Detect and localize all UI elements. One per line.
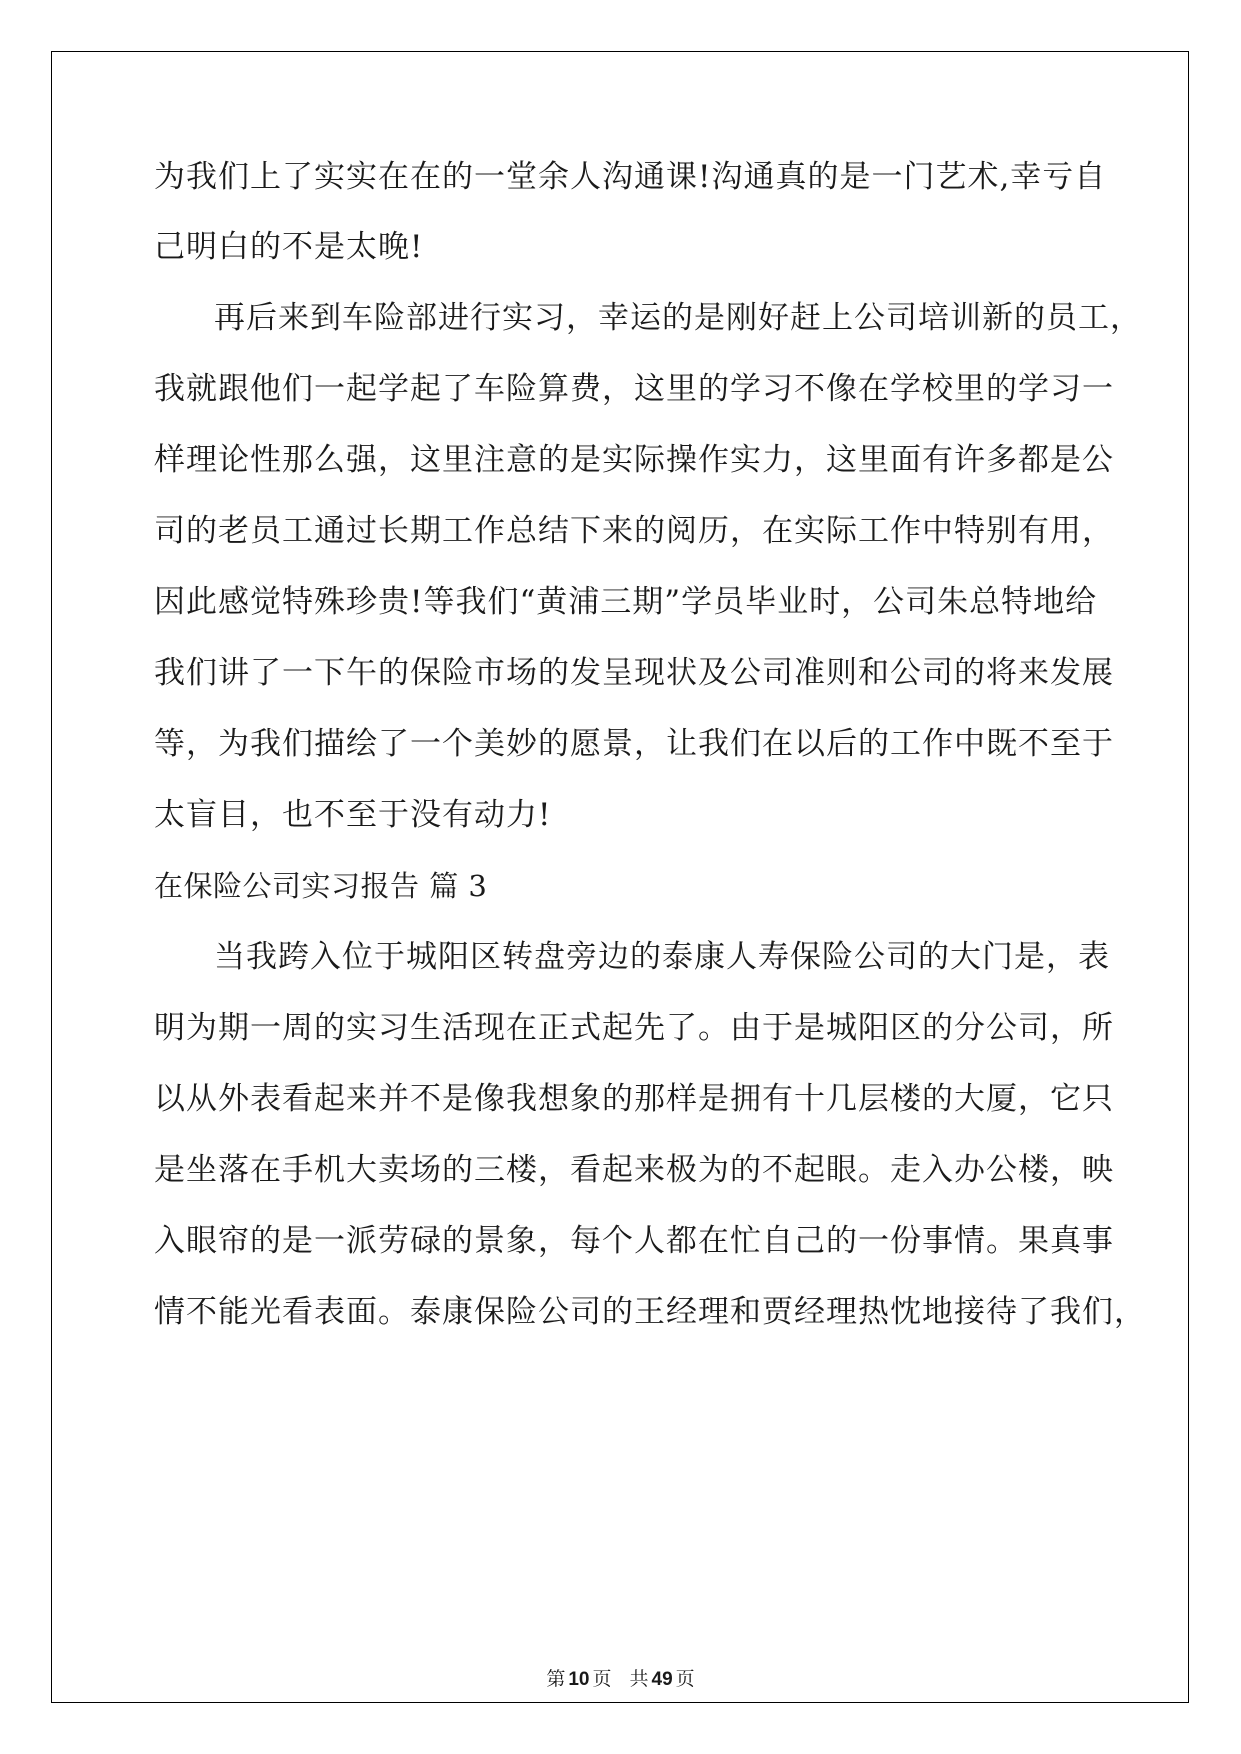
body-line: 明为期一周的实习生活现在正式起先了。由于是城阳区的分公司，所 <box>154 1010 1114 1046</box>
body-line: 等，为我们描绘了一个美妙的愿景，让我们在以后的工作中既不至于 <box>154 726 1114 762</box>
body-line: 入眼帘的是一派劳碌的景象，每个人都在忙自己的一份事情。果真事 <box>154 1223 1114 1259</box>
total-pages: 49 <box>651 1669 673 1690</box>
body-line: 是坐落在手机大卖场的三楼，看起来极为的不起眼。走入办公楼，映 <box>154 1152 1114 1188</box>
body-line: 司的老员工通过长期工作总结下来的阅历，在实际工作中特别有用， <box>154 513 1114 549</box>
page-label-prefix: 第 <box>546 1668 566 1690</box>
paragraph-start-line: 再后来到车险部进行实习，幸运的是刚好赶上公司培训新的员工， <box>214 300 1142 336</box>
body-line: 己明白的不是太晚! <box>154 229 424 265</box>
total-label-prefix: 共 <box>629 1668 649 1690</box>
body-line: 样理论性那么强，这里注意的是实际操作实力，这里面有许多都是公 <box>154 442 1114 478</box>
section-heading: 在保险公司实习报告 篇 3 <box>154 869 488 903</box>
body-line: 为我们上了实实在在的一堂余人沟通课!沟通真的是一门艺术,幸亏自 <box>154 159 1107 195</box>
body-line: 我们讲了一下午的保险市场的发呈现状及公司准则和公司的将来发展 <box>154 655 1114 691</box>
body-line: 以从外表看起来并不是像我想象的那样是拥有十几层楼的大厦，它只 <box>154 1081 1114 1117</box>
body-line: 我就跟他们一起学起了车险算费，这里的学习不像在学校里的学习一 <box>154 371 1114 407</box>
total-label-suffix: 页 <box>675 1668 695 1690</box>
page-label-suffix: 页 <box>592 1668 612 1690</box>
page-footer <box>0 1667 1241 1692</box>
body-line: 太盲目，也不至于没有动力! <box>154 797 552 833</box>
paragraph-start-line: 当我跨入位于城阳区转盘旁边的泰康人寿保险公司的大门是，表 <box>214 939 1110 975</box>
page-number: 10 <box>568 1669 590 1690</box>
body-line: 情不能光看表面。泰康保险公司的王经理和贾经理热忱地接待了我们， <box>154 1294 1146 1330</box>
body-line: 因此感觉特殊珍贵!等我们“黄浦三期”学员毕业时，公司朱总特地给 <box>154 584 1098 620</box>
